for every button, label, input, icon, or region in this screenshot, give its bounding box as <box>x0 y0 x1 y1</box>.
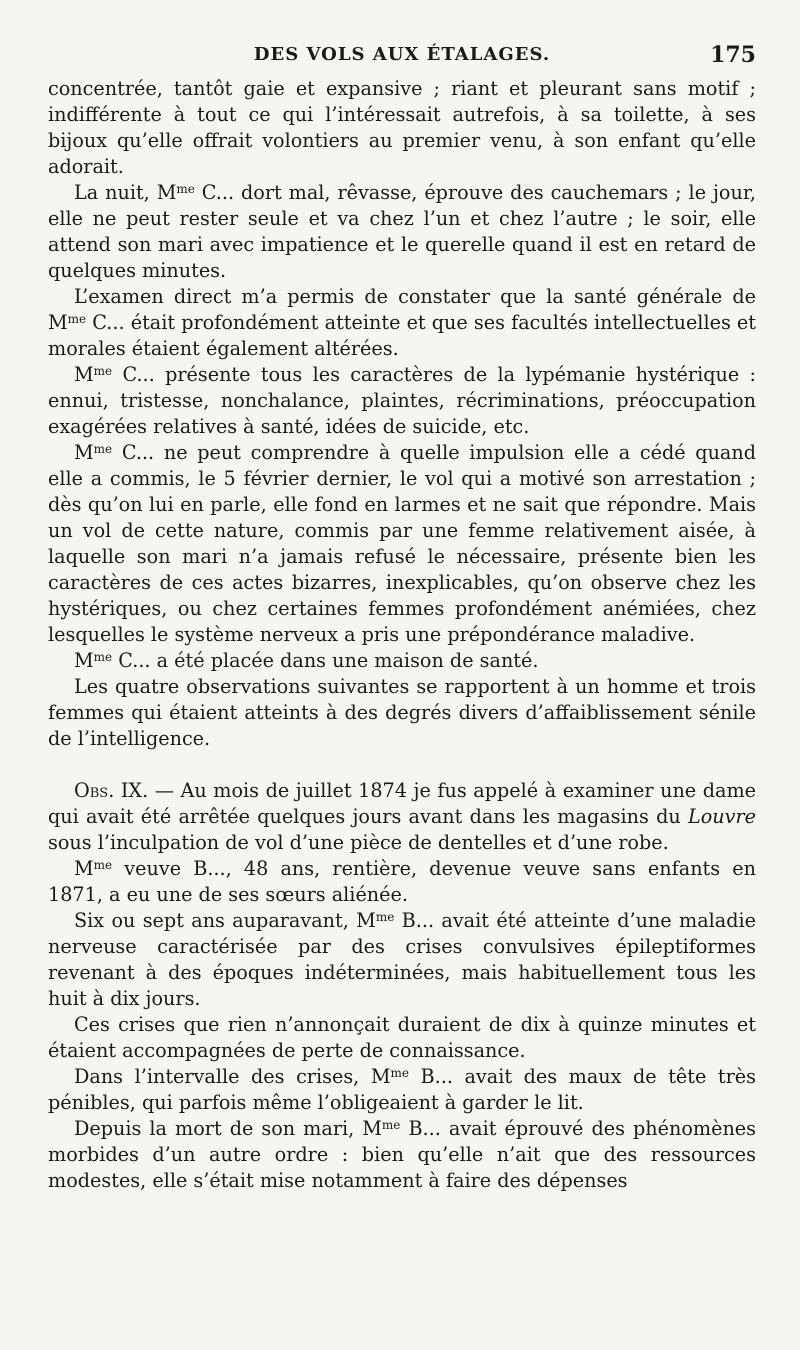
paragraph: $M^{me}$ C... présente tous les caractères de la lypémanie hystérique : ennui, tristesse, nonchalance, plaintes, récriminations, préoccupation exagérées relatives à santé, idées de suicide, etc. <box>48 363 756 438</box>
observation-paragraph: Obs. IX. — Au mois de juillet 1874 je fus appelé à examiner une dame qui avait été arrêtée quelques jours avant dans les magasins du Louvre sous l’inculpation de vol d’une pièce de dentelles et d’une robe. <box>48 779 756 854</box>
paragraph: concentrée, tantôt gaie et expansive ; riant et pleurant sans motif ; indifférente à tout ce qui l’intéressait autrefois, à sa toilette, à ses bijoux qu’elle offrait volontiers au premier venu, à son enfant qu’elle adorait. <box>48 77 756 178</box>
paragraph: Six ou sept ans auparavant, $M^{me}$ B... avait été atteinte d’une maladie nerveuse caractérisée par des crises convulsives épileptiformes revenant à des époques indéterminées, mais habituellement tous les huit à dix jours. <box>48 909 756 1010</box>
paragraph: Dans l’intervalle des crises, $M^{me}$ B... avait des maux de tête très pénibles, qui parfois même l’obligeaient à garder le lit. <box>48 1065 756 1114</box>
paragraph: Depuis la mort de son mari, $M^{me}$ B... avait éprouvé des phénomènes morbides d’un autre ordre : bien qu’elle n’ait que des ressources modestes, elle s’était mise notamment à faire des dépenses <box>48 1117 757 1192</box>
paragraph: Ces crises que rien n’annonçait duraient de dix à quinze minutes et étaient accompagnées de perte de connaissance. <box>48 1013 756 1062</box>
paragraph: La nuit, $M^{me}$ C... dort mal, rêvasse, éprouve des cauchemars ; le jour, elle ne peut rester seule et va chez l’un et chez l’autre ; le soir, elle attend son mari avec impatience et le querelle quand il est en retard de quelques minutes. <box>48 181 756 282</box>
page-number: 175 <box>710 42 756 68</box>
paragraph: $M^{me}$ C... a été placée dans une maison de santé. <box>74 649 539 672</box>
body-text <box>48 76 756 1194</box>
running-head <box>48 34 756 76</box>
paragraph: $M^{me}$ veuve B..., 48 ans, rentière, devenue veuve sans enfants en 1871, a eu une de ses sœurs aliénée. <box>48 857 756 906</box>
paragraph: Les quatre observations suivantes se rapportent à un homme et trois femmes qui étaient atteints à des degrés divers d’affaiblissement sénile de l’intelligence. <box>48 675 756 750</box>
running-title: DES VOLS AUX ÉTALAGES. <box>253 44 551 65</box>
book-page <box>48 34 756 1334</box>
paragraph: $M^{me}$ C... ne peut comprendre à quelle impulsion elle a cédé quand elle a commis, le 5 février dernier, le vol qui a motivé son arrestation ; dès qu’on lui en parle, elle fond en larmes et ne sait que répondre. Mais un vol de cette nature, commis par une femme relativement aisée, à laquelle son mari n’a jamais refusé le nécessaire, présente bien les caractères de ces actes bizarres, inexplicables, qu’on observe chez les hystériques, ou chez certaines femmes profondément anémiées, chez lesquelles le système nerveux a pris une prépondérance maladive. <box>48 441 756 646</box>
paragraph: L’examen direct m’a permis de constater que la santé générale de $M^{me}$ C... était profondément atteinte et que ses facultés intellectuelles et morales étaient également altérées. <box>48 285 756 360</box>
